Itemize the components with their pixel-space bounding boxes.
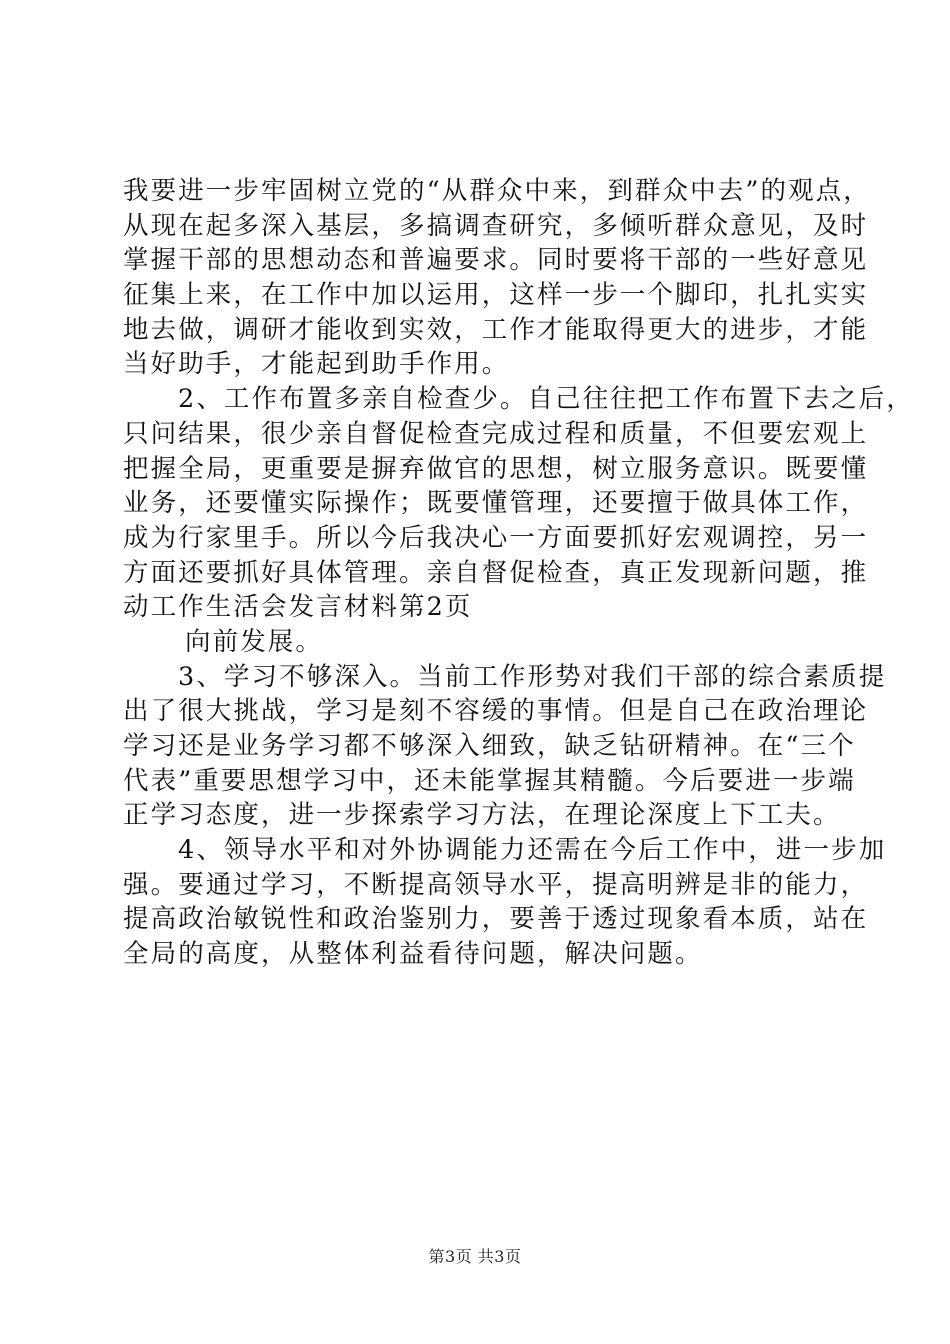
text-line: 正学习态度，进一步探索学习方法，在理论深度上下工夫。	[123, 800, 841, 831]
text-line: 当好助手，才能起到助手作用。	[123, 349, 510, 380]
text-line: 从现在起多深入基层，多搞调查研究，多倾听群众意见，及时	[123, 210, 869, 241]
text-line: 方面还要抓好具体管理。亲自督促检查，真正发现新问题，推	[123, 557, 869, 588]
text-line: 全局的高度，从整体利益看待问题，解决问题。	[123, 939, 703, 970]
text-line: 代表”重要思想学习中，还未能掌握其精髓。今后要进一步端	[123, 765, 856, 796]
text-line: 提高政治敏锐性和政治鉴别力，要善于透过现象看本质，站在	[123, 904, 869, 935]
text-line: 把握全局，更重要是摒弃做官的思想，树立服务意识。既要懂	[123, 453, 869, 484]
text-line: 征集上来，在工作中加以运用，这样一步一个脚印，扎扎实实	[123, 280, 869, 311]
text-line: 动工作生活会发言材料第2页	[123, 592, 473, 623]
text-line: 只问结果，很少亲自督促检查完成过程和质量，不但要宏观上	[123, 418, 869, 449]
text-line: 强。要通过学习，不断提高领导水平，提高明辨是非的能力，	[123, 869, 869, 900]
paragraph-4-first-line: 4、领导水平和对外协调能力还需在今后工作中，进一步加	[178, 835, 887, 866]
text-line: 业务，还要懂实际操作；既要懂管理，还要擅于做具体工作，	[123, 488, 869, 519]
body-text	[123, 174, 914, 972]
text-line: 掌握干部的思想动态和普遍要求。同时要将干部的一些好意见	[123, 245, 869, 276]
page-footer: 第3页 共3页	[428, 1247, 522, 1266]
text-line: 成为行家里手。所以今后我决心一方面要抓好宏观调控，另一	[123, 522, 869, 553]
text-line: 地去做，调研才能收到实效，工作才能取得更大的进步，才能	[123, 314, 869, 345]
text-line: 我要进一步牢固树立党的“从群众中来，到群众中去”的观点，	[123, 176, 871, 206]
text-line: 出了很大挑战，学习是刻不容缓的事情。但是自己在政治理论	[123, 696, 869, 727]
text-line: 学习还是业务学习都不够深入细致，缺乏钻研精神。在“三个	[123, 731, 856, 761]
text-line-continued: 向前发展。	[185, 626, 324, 657]
paragraph-2-first-line: 2、工作布置多亲自检查少。自己往往把工作布置下去之后，	[178, 384, 914, 415]
paragraph-3-first-line: 3、学习不够深入。当前工作形势对我们干部的综合素质提	[178, 661, 887, 692]
